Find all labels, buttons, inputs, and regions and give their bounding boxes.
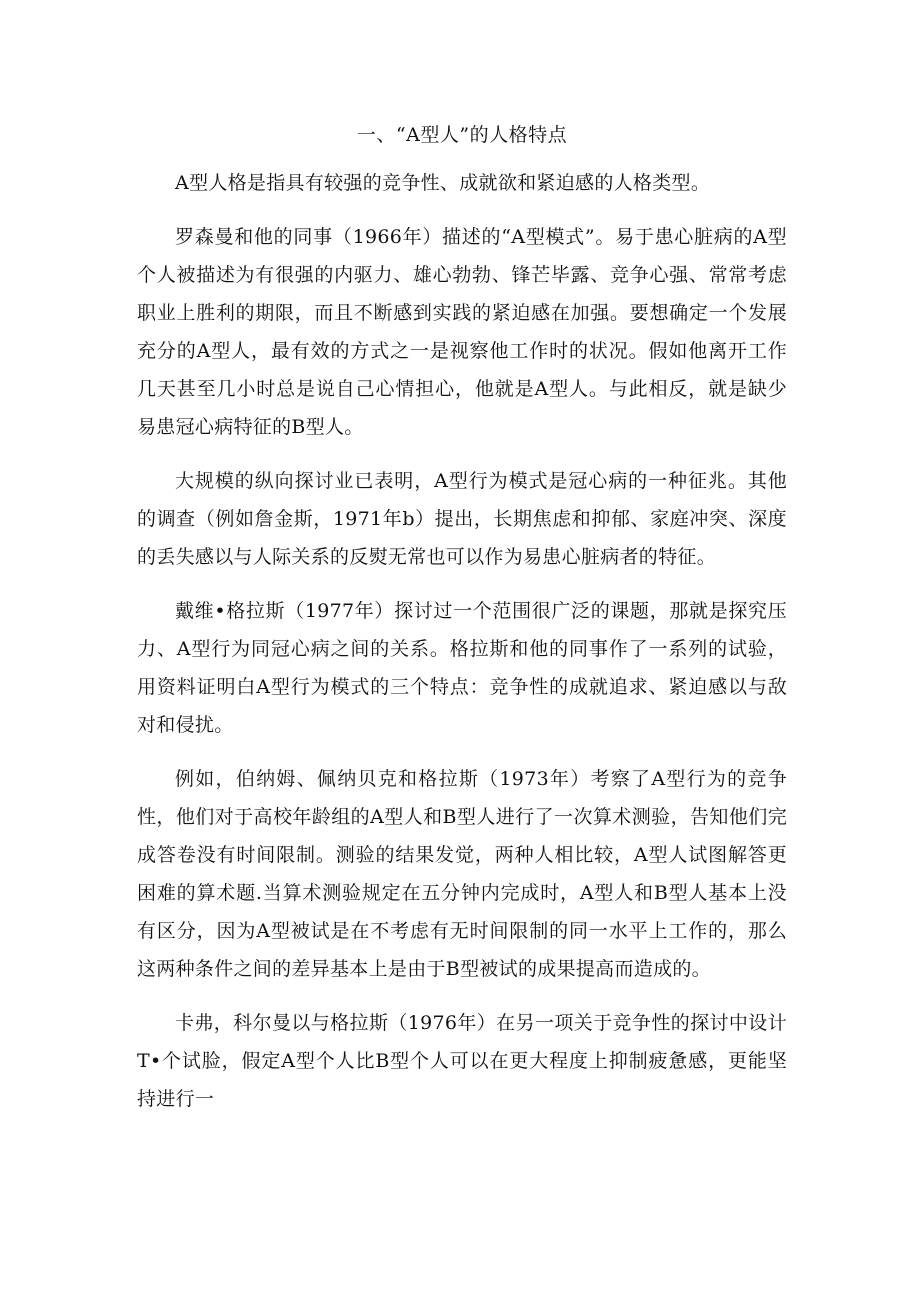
paragraph-glass: 戴维•格拉斯（1977年）探讨过一个范围很广泛的课题，那就是探究压力、A型行为同冠心病之间的关系。格拉斯和他的同事作了一系列的试验，用资料证明白A型行为模式的三个特点：竞争性的成就追求、紧迫感以与敌对和侵扰。 [137, 600, 787, 736]
paragraph-definition: A型人格是指具有较强的竞争性、成就欲和紧迫感的人格类型。 [175, 172, 711, 194]
paragraph-carver: 卡弗，科尔曼以与格拉斯（1976年）在另一项关于竞争性的探讨中设计T•个试脸，假定A型个人比B型个人可以在更大程度上抑制疲惫感，更能坚持进行一 [137, 1012, 787, 1110]
paragraph-rosenman: 罗森曼和他的同事（1966年）描述的“A型模式”。易于患心脏病的A型个人被描述为有很强的内驱力、雄心勃勃、锋芒毕露、竞争心强、常常考虑职业上胜利的期限，而且不断感到实践的紧迫感在加强。要想确定一个发展充分的A型人，最有效的方式之一是视察他工作时的状况。假如他离开工作几天甚至几小时总是说自己心情担心，他就是A型人。与此相反，就是缺少易患冠心病特征的B型人。 [137, 226, 787, 438]
section-heading: 一、“A型人”的人格特点 [356, 124, 568, 146]
document-body [137, 118, 787, 1134]
paragraph-longitudinal: 大规模的纵向探讨业已表明，A型行为模式是冠心病的一种征兆。其他的调查（例如詹金斯，1971年b）提出，长期焦虑和抑郁、家庭冲突、深度的丢失感以与人际关系的反熨无常也可以作为易患心脏病者的特征。 [137, 470, 787, 568]
paragraph-example: 例如，伯纳姆、佩纳贝克和格拉斯（1973年）考察了A型行为的竞争性，他们对于高校年龄组的A型人和B型人进行了一次算术测验，告知他们完成答卷没有时间限制。测验的结果发觉，两种人相比较，A型人试图解答更困难的算术题.当算术测验规定在五分钟内完成时，A型人和B型人基本上没有区分，因为A型被试是在不考虑有无时间限制的同一水平上工作的，那么这两种条件之间的差异基本上是由于B型被试的成果提高而造成的。 [137, 768, 787, 980]
